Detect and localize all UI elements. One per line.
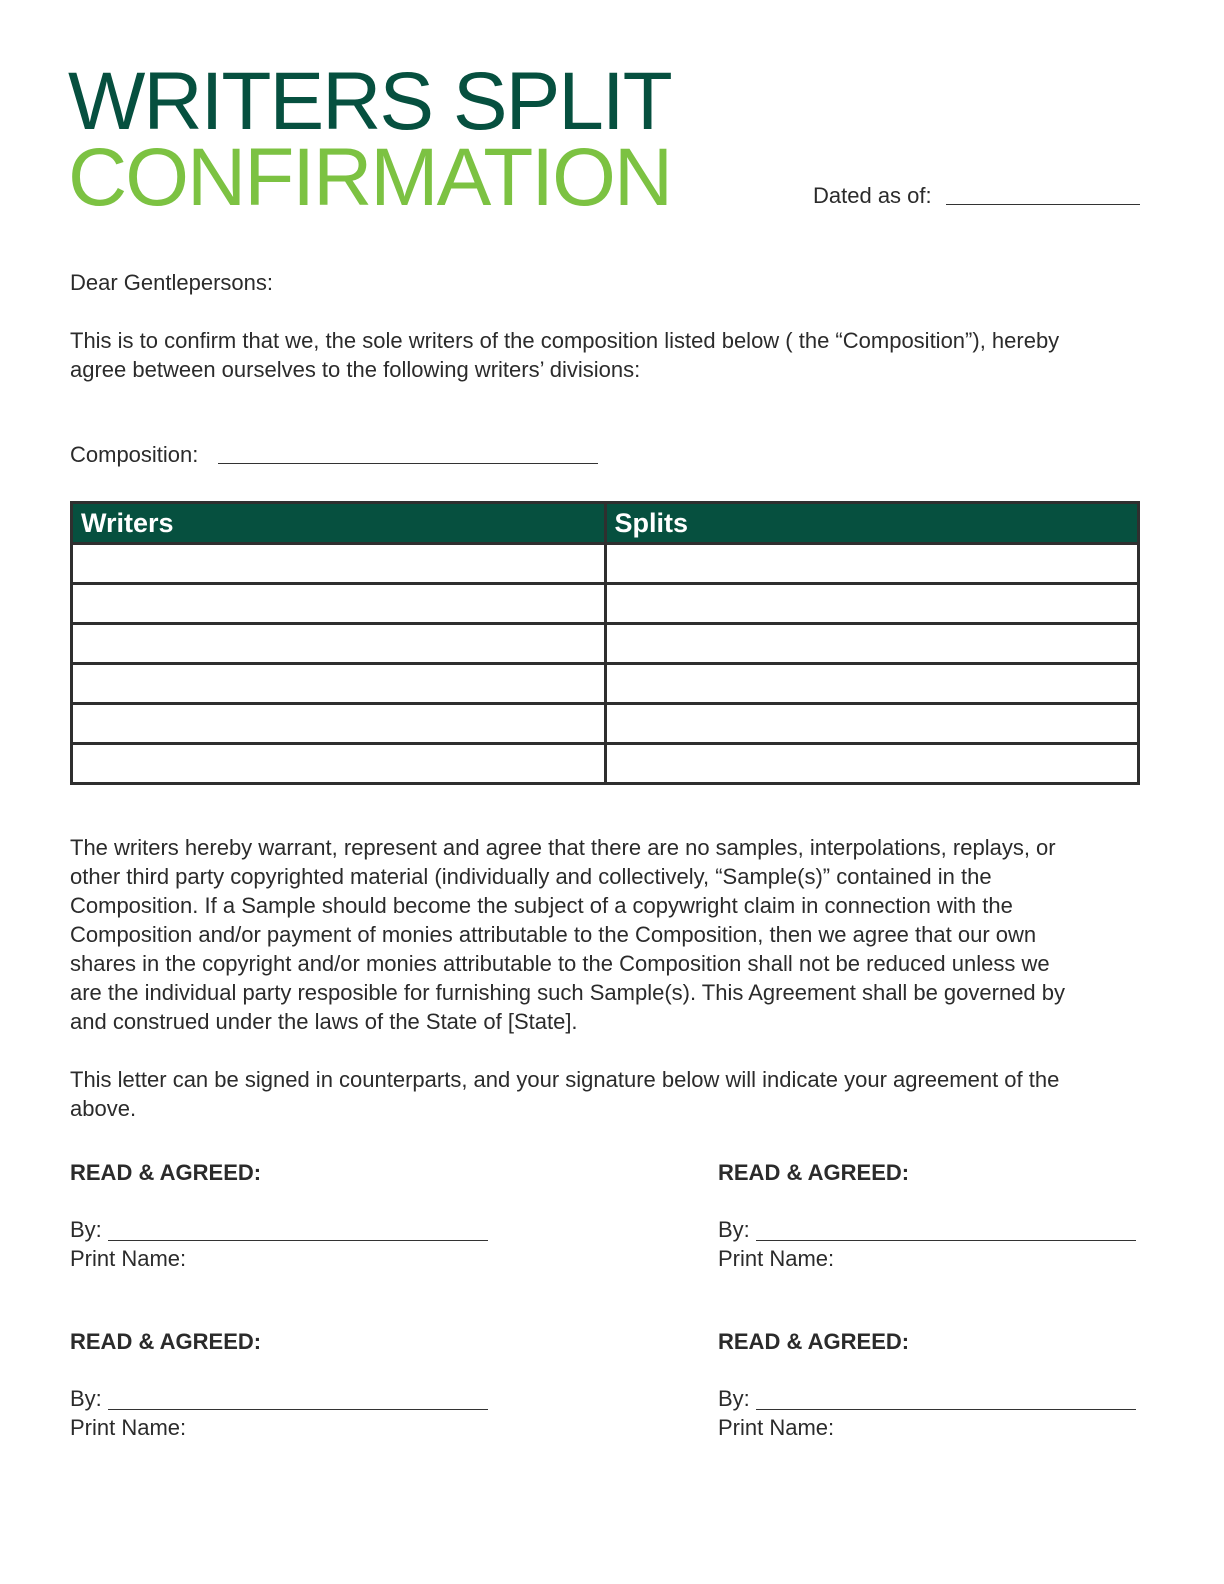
print-name-label: Print Name: <box>70 1415 187 1440</box>
signature-field[interactable] <box>108 1409 488 1410</box>
split-cell[interactable] <box>605 664 1139 704</box>
by-label: By: <box>70 1386 102 1411</box>
signature-heading: READ & AGREED: <box>70 1160 262 1185</box>
signature-field[interactable] <box>756 1409 1136 1410</box>
split-cell[interactable] <box>605 624 1139 664</box>
signature-heading: READ & AGREED: <box>718 1160 910 1185</box>
intro-paragraph: This is to confirm that we, the sole writers of the composition listed below ( the “Composition”), hereby agree between ourselves to the following writers’ divisions: <box>70 328 1060 382</box>
by-label: By: <box>70 1217 102 1242</box>
writer-cell[interactable] <box>72 544 606 584</box>
table-header-row <box>72 503 1139 544</box>
writer-cell[interactable] <box>72 744 606 784</box>
writers-splits-table <box>70 501 1140 785</box>
writer-cell[interactable] <box>72 624 606 664</box>
table-row <box>72 624 1139 664</box>
signature-block-1 <box>70 1160 500 1300</box>
warranty-paragraph: The writers hereby warrant, represent and agree that there are no samples, interpolations, replays, or other third party copyrighted material (individually and collectively, “Sample(s)” contained in the Composition. If a Sample should become the subject of a copywright claim in connection with the Composition and/or payment of monies attributable to the Composition, then we agree that our own shares in the copyright and/or monies attributable to the Composition shall not be reduced unless we are the individual party resposible for furnishing such Sample(s). This Agreement shall be governed by and construed under the laws of the State of [State]. <box>70 835 1066 1034</box>
signature-heading: READ & AGREED: <box>718 1329 910 1354</box>
title-line-2: CONFIRMATION <box>68 132 672 223</box>
by-label: By: <box>718 1217 750 1242</box>
composition-label: Composition: <box>70 442 199 467</box>
signature-heading: READ & AGREED: <box>70 1329 262 1354</box>
table-row <box>72 704 1139 744</box>
signature-field[interactable] <box>756 1240 1136 1241</box>
writer-cell[interactable] <box>72 664 606 704</box>
split-cell[interactable] <box>605 584 1139 624</box>
table-row <box>72 664 1139 704</box>
table-row <box>72 544 1139 584</box>
salutation: Dear Gentlepersons: <box>70 270 273 295</box>
counterparts-paragraph: This letter can be signed in counterparts, and your signature below will indicate your agreement of the above. <box>70 1067 1060 1121</box>
signature-block-3 <box>70 1329 500 1469</box>
signature-block-2 <box>718 1160 1148 1300</box>
dated-field[interactable] <box>946 204 1140 205</box>
split-cell[interactable] <box>605 744 1139 784</box>
table-row <box>72 584 1139 624</box>
by-label: By: <box>718 1386 750 1411</box>
signature-block-4 <box>718 1329 1148 1469</box>
print-name-label: Print Name: <box>718 1415 835 1440</box>
title-line-1: WRITERS SPLIT <box>68 56 671 147</box>
dated-label: Dated as of: <box>813 183 932 208</box>
composition-field[interactable] <box>218 463 598 464</box>
writers-column-header: Writers <box>72 503 606 544</box>
writer-cell[interactable] <box>72 584 606 624</box>
split-cell[interactable] <box>605 704 1139 744</box>
signature-field[interactable] <box>108 1240 488 1241</box>
print-name-label: Print Name: <box>718 1246 835 1271</box>
table-row <box>72 744 1139 784</box>
split-cell[interactable] <box>605 544 1139 584</box>
splits-column-header: Splits <box>605 503 1139 544</box>
writer-cell[interactable] <box>72 704 606 744</box>
print-name-label: Print Name: <box>70 1246 187 1271</box>
